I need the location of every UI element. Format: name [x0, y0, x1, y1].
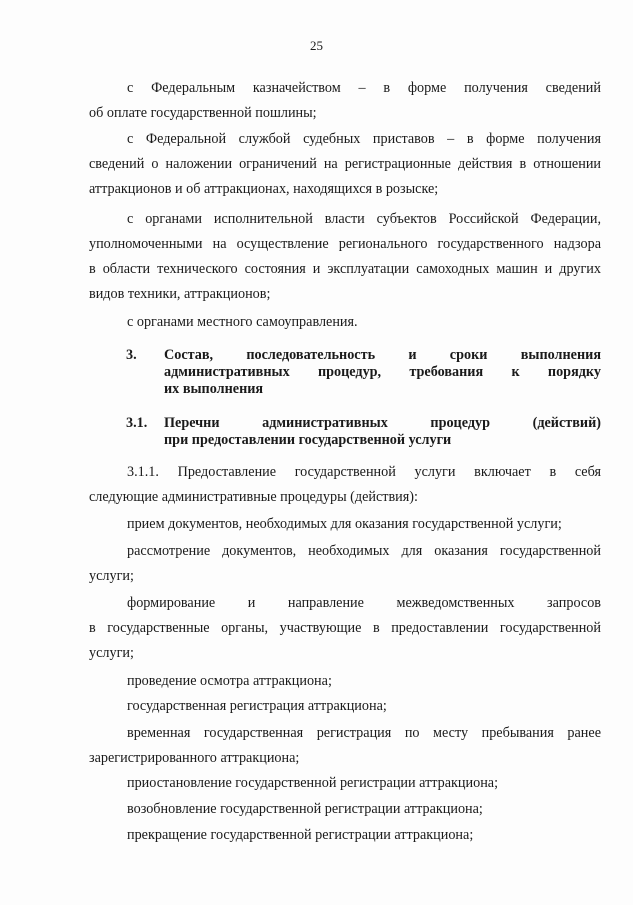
text-line: 3.1.1. Предоставление государственной услуги включает в себя — [127, 464, 601, 480]
text-line: с органами исполнительной власти субъектов Российской Федерации, — [127, 211, 601, 227]
section-3-heading — [164, 347, 601, 398]
text-line: аттракционов и об аттракционах, находящихся в розыске; — [89, 181, 439, 197]
section-3-1-heading — [164, 415, 601, 449]
paragraph-3-1-1 — [89, 460, 601, 510]
list-item-document-intake — [89, 512, 601, 537]
heading-line: Состав, последовательность и сроки выполнения — [164, 347, 601, 363]
text-line: об оплате государственной пошлины; — [89, 105, 317, 121]
list-item-inspection — [89, 669, 601, 694]
text-line: с Федеральным казначейством – в форме получения сведений — [127, 80, 601, 96]
section-3-1-number: 3.1. — [126, 415, 148, 431]
list-item-interagency-requests — [89, 591, 601, 666]
text-line: уполномоченными на осуществление регионального государственного надзора — [89, 236, 601, 252]
heading-line: Перечни административных процедур (действий) — [164, 415, 601, 431]
text-line: следующие административные процедуры (действия): — [89, 489, 418, 505]
text-line: государственная регистрация аттракциона; — [127, 698, 387, 714]
text-line: в области технического состояния и эксплуатации самоходных машин и других — [89, 261, 601, 277]
text-line: услуги; — [89, 568, 134, 584]
text-line: временная государственная регистрация по месту пребывания ранее — [127, 725, 601, 741]
text-line: возобновление государственной регистрации аттракциона; — [127, 801, 483, 817]
text-line: с органами местного самоуправления. — [127, 314, 358, 330]
text-line: прекращение государственной регистрации аттракциона; — [127, 827, 474, 843]
list-item-registration — [89, 694, 601, 719]
heading-line: при предоставлении государственной услуги — [164, 432, 452, 448]
paragraph-local-government — [89, 310, 601, 335]
list-item-suspension — [89, 771, 601, 796]
text-line: формирование и направление межведомственных запросов — [127, 595, 601, 611]
text-line: в государственные органы, участвующие в предоставлении государственной — [89, 620, 601, 636]
text-line: зарегистрированного аттракциона; — [89, 750, 300, 766]
paragraph-bailiffs — [89, 127, 601, 202]
paragraph-regional-authorities — [89, 207, 601, 307]
text-line: сведений о наложении ограничений на регистрационные действия в отношении — [89, 156, 601, 172]
list-item-temporary-registration — [89, 721, 601, 771]
heading-line: их выполнения — [164, 381, 264, 397]
list-item-document-review — [89, 539, 601, 589]
heading-line: административных процедур, требования к порядку — [164, 364, 601, 380]
paragraph-treasury — [89, 76, 601, 126]
text-line: видов техники, аттракционов; — [89, 286, 271, 302]
text-line: прием документов, необходимых для оказания государственной услуги; — [127, 516, 562, 532]
text-line: услуги; — [89, 645, 134, 661]
list-item-termination — [89, 823, 601, 848]
text-line: приостановление государственной регистрации аттракциона; — [127, 775, 499, 791]
page-number: 25 — [310, 38, 323, 53]
text-line: рассмотрение документов, необходимых для оказания государственной — [127, 543, 601, 559]
section-3-number: 3. — [126, 347, 137, 363]
text-line: проведение осмотра аттракциона; — [127, 673, 332, 689]
list-item-resumption — [89, 797, 601, 822]
text-line: с Федеральной службой судебных приставов – в форме получения — [127, 131, 601, 147]
